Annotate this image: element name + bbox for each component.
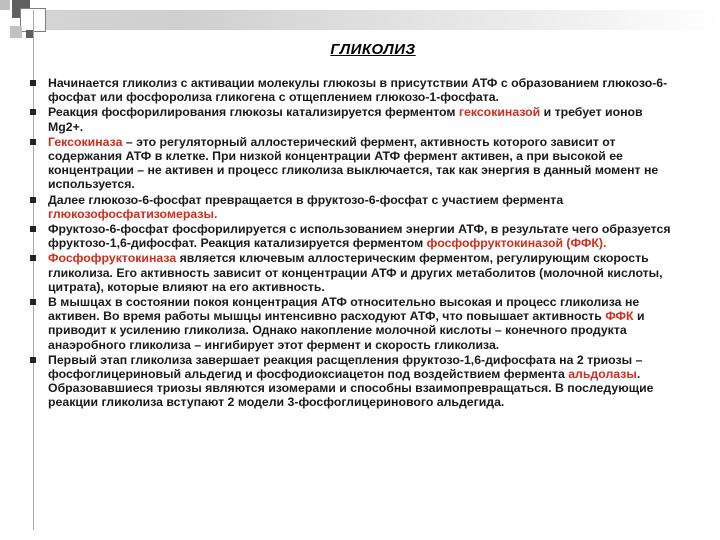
header-gradient-bar — [44, 10, 720, 30]
bullet-item — [28, 222, 680, 250]
bullet-text: В мышцах в состоянии покоя концентрация АТФ относительно высокая и процесс гликолиза не активен. Во время работы мышцы интенсивно расходуют АТФ, что повышает активность — [48, 295, 640, 324]
bullet-item — [28, 295, 680, 352]
highlighted-term: альдолазы — [568, 367, 637, 382]
bullet-text: Далее глюкозо-6-фосфат превращается в фруктозо-6-фосфат с участием фермента — [48, 192, 564, 207]
square-bullet-icon — [30, 109, 36, 115]
bullet-text: Первый этап гликолиза завершает реакция расщепления фруктозо-1,6-дифосфата на 2 триозы – фосфоглицериновый альдегид и фосфодиоксиацетон под воздействием фермента — [48, 352, 643, 382]
bullet-item — [28, 251, 680, 294]
square-bullet-icon — [30, 357, 36, 363]
highlighted-term: гексокиназой — [458, 105, 541, 120]
bullet-text: Фруктозо-6-фосфат фосфорилируется с использованием энергии АТФ, в результате чего образуется фруктозо-1,6-дифосфат. Реакция катализируется ферментом — [48, 222, 671, 251]
highlighted-term: глюкозофосфатизомеразы. — [48, 206, 218, 221]
bullet-item — [28, 193, 680, 221]
bullet-text: и требует ионов Mg2+. — [48, 105, 643, 134]
bullet-list — [28, 76, 680, 411]
bullet-text: . Образовавшиеся триозы являются изомерами и способны взаимопревращаться. В последующие реакции гликолиза вступают 2 модели 3-фосфоглицеринового альдегида. — [48, 367, 654, 410]
bullet-text: является ключевым аллостерическим ферментом, регулирующим скорость гликолиза. Его активность зависит от концентрации АТФ и других метаболитов (молочной кислоты, цитрата), которые влияют на его активность. — [48, 251, 663, 294]
highlighted-term: фосфофруктокиназой (ФФК). — [426, 236, 607, 251]
square-bullet-icon — [30, 197, 36, 203]
highlighted-term: Фосфофруктокиназа — [48, 251, 177, 266]
bullet-item — [28, 105, 680, 133]
slide-title-text: ГЛИКОЛИЗ — [330, 41, 416, 58]
square-bullet-icon — [30, 299, 36, 305]
bullet-item — [28, 76, 680, 104]
bullet-item — [28, 135, 680, 192]
bullet-item — [28, 353, 680, 410]
bullet-text: Начинается гликолиз с активации молекулы глюкозы в присутствии АТФ с образованием глюкозо-6-фосфат или фосфоролиза гликогена с отщеплением глюкозо-1-фосфата. — [48, 76, 668, 105]
bullet-text: Реакция фосфорилирования глюкозы катализируется ферментом — [48, 105, 459, 120]
highlighted-term: Гексокиназа — [48, 134, 123, 149]
square-bullet-icon — [30, 80, 36, 86]
square-bullet-icon — [30, 255, 36, 261]
bullet-text: – это регуляторный аллостерический фермент, активность которого зависит от содержания АТФ в клетке. При низкой концентрации АТФ фермент активен, а при высокой ее концентрации – не активен и процесс гликолиза выключается, так как энергия в данный момент не используется. — [48, 134, 659, 192]
square-bullet-icon — [30, 226, 36, 232]
deco-square — [10, 26, 22, 38]
square-bullet-icon — [30, 139, 36, 145]
bullet-text: и приводит к усилению гликолиза. Однако накопление молочной кислоты – конечного продукта анаэробного гликолиза – ингибирует этот фермент и скорость гликолиза. — [48, 309, 645, 352]
highlighted-term: ФФК — [605, 309, 634, 324]
deco-square — [0, 0, 10, 10]
slide-title — [0, 41, 720, 58]
